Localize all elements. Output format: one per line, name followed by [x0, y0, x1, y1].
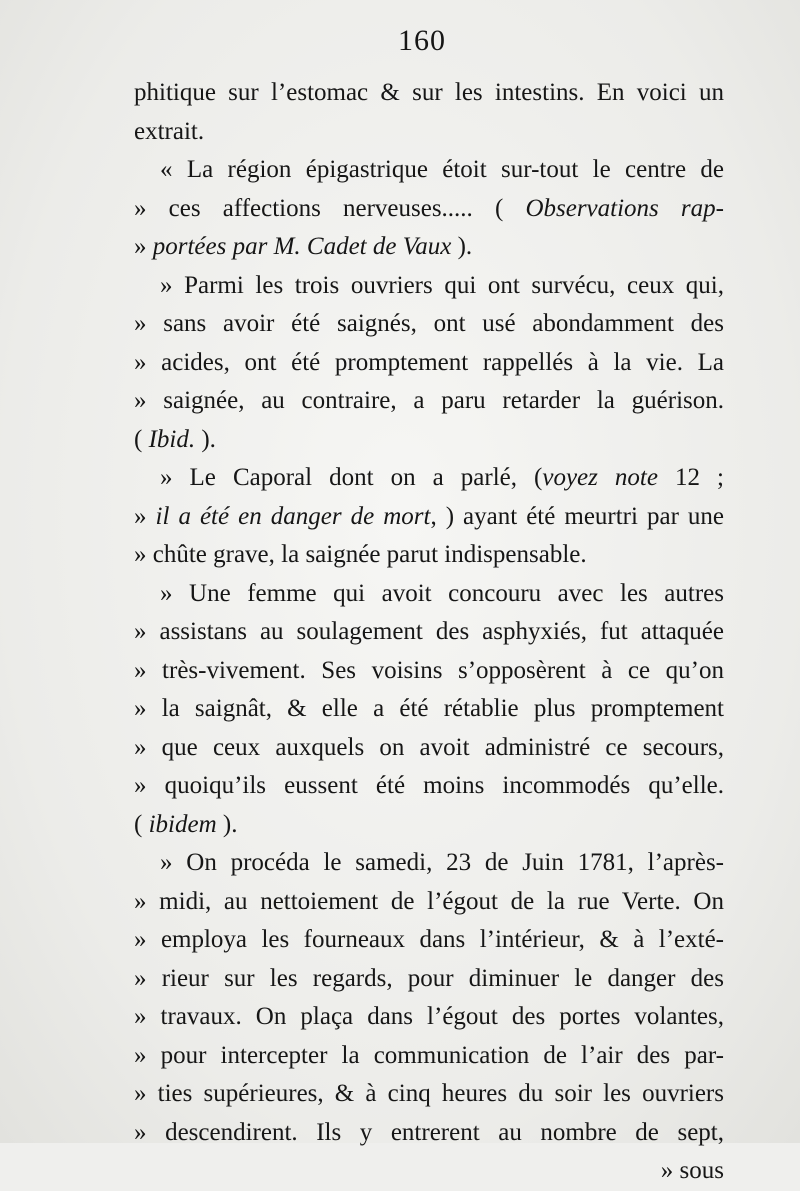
text-line: » pour intercepter la communication de l’air des par- [134, 1041, 724, 1069]
text-line: » descendirent. Ils y entrerent au nombre de sept, [134, 1118, 724, 1146]
text-line: » très-vivement. Ses voisins s’opposèrent à ce qu’on [134, 656, 724, 684]
text-line: » Parmi les trois ouvriers qui ont survécu, ceux qui, [160, 271, 724, 299]
text-line: » il a été en danger de mort, ) ayant été meurtri par une [134, 502, 724, 530]
text-line: » sans avoir été saignés, ont usé abondamment des [134, 310, 724, 337]
text-line: » travaux. On plaça dans l’égout des portes volantes, [134, 1003, 724, 1030]
text-line: extrait. [134, 117, 205, 145]
text-line: » ces affections nerveuses..... ( Observations rap- [134, 194, 724, 222]
text-line: » portées par M. Cadet de Vaux ). [134, 233, 473, 260]
text-line: » quoiqu’ils eussent été moins incommodés qu’elle. [134, 772, 724, 799]
page-number: 160 [398, 24, 446, 57]
text-line: » que ceux auxquels on avoit administré ce secours, [134, 733, 724, 761]
text-line: phitique sur l’estomac & sur les intestins. En voici un [134, 79, 724, 106]
text-line: ( ibidem ). [134, 810, 238, 838]
text-line: » assistans au soulagement des asphyxiés, fut attaquée [134, 618, 724, 645]
text-line: » On procéda le samedi, 23 de Juin 1781, l’après- [160, 849, 724, 876]
text-line: » rieur sur les regards, pour diminuer le danger des [134, 964, 724, 992]
text-line: » employa les fourneaux dans l’intérieur, & à l’exté- [134, 926, 724, 953]
body-text [134, 74, 724, 1191]
text-line: » ties supérieures, & à cinq heures du soir les ouvriers [134, 1080, 724, 1107]
text-line: » Une femme qui avoit concouru avec les autres [160, 579, 724, 607]
text-line: » Le Caporal dont on a parlé, (voyez note 12 ; [160, 464, 724, 491]
text-line: » saignée, au contraire, a paru retarder la guérison. [134, 387, 724, 414]
text-line: » la saignât, & elle a été rétablie plus promptement [134, 695, 724, 722]
catchword: » sous [660, 1157, 724, 1184]
text-line: » acides, ont été promptement rappellés à la vie. La [134, 348, 724, 376]
text-line: ( Ibid. ). [134, 425, 216, 453]
text-line: » chûte grave, la saignée parut indispensable. [134, 541, 587, 568]
text-line: » midi, au nettoiement de l’égout de la rue Verte. On [134, 887, 724, 915]
text-line: « La région épigastrique étoit sur-tout le centre de [160, 156, 724, 183]
